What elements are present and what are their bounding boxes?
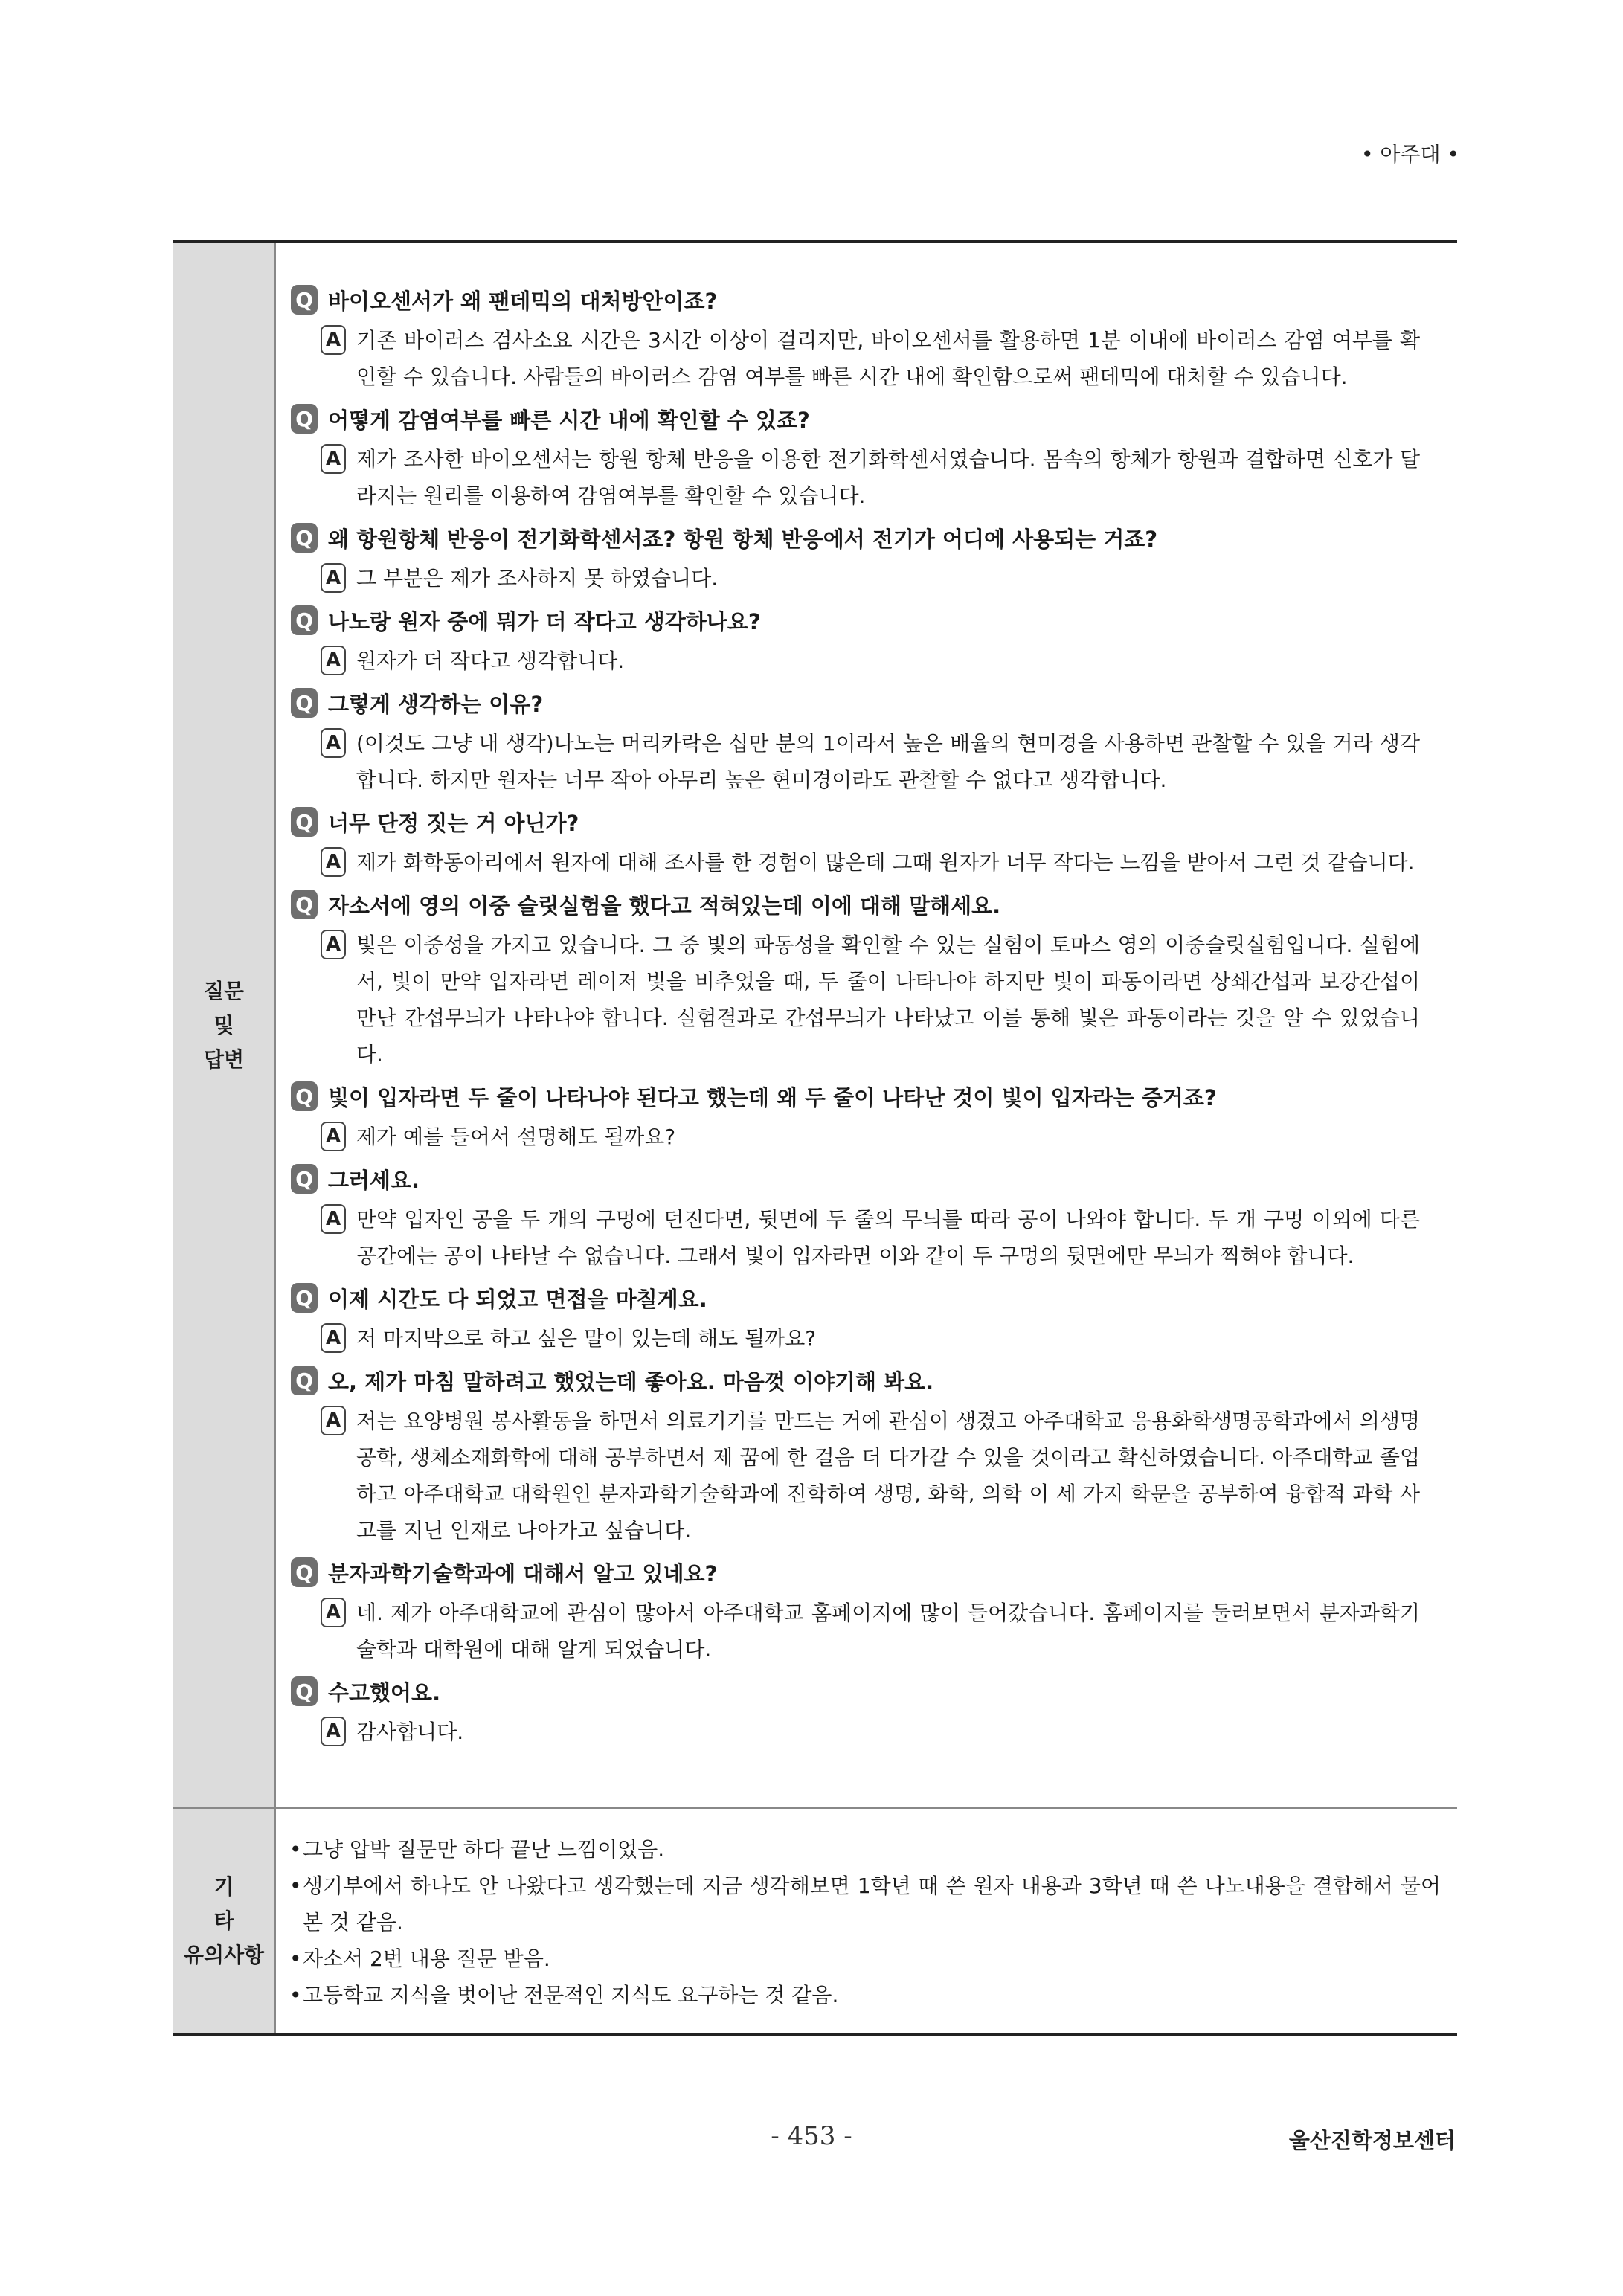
question-text: 수고했어요. [328,1679,441,1705]
answer-text: 저는 요양병원 봉사활동을 하면서 의료기기를 만드는 거에 관심이 생겼고 아주대학교 응용화학생명공학과에서 의생명공학, 생체소재화학에 대해 공부하면서 제 꿈에 한 걸음 더 다가갈 수 있을 것이라고 확신하였습니다. 아주대학교 졸업하고 아주대학교 대학원인 분자과학기술학과에 진학하여 생명, 화학, 의학 이 세 가지 학문을 공부하여 융합적 과학 사고를 지닌 인재로 나아가고 싶습니다. [356,1409,1420,1543]
answer-line [291,1403,1457,1549]
question-badge-icon: Q [291,1557,318,1587]
question-line [291,1553,1457,1592]
question-badge-icon: Q [291,890,318,919]
note-text: 생기부에서 하나도 안 나왔다고 생각했는데 지금 생각해보면 1학년 때 쓴 원자 내용과 3학년 때 쓴 나노내용을 결합해서 물어본 것 같음. [303,1874,1441,1935]
qa-item [291,518,1457,596]
note-item [289,1977,1457,2013]
qa-label-line: 답변 [203,1046,245,1072]
qa-item [291,684,1457,798]
qa-content [276,243,1457,1807]
qa-label-cell [173,243,276,1807]
qa-item [291,803,1457,881]
question-badge-icon: Q [291,1366,318,1395]
question-line [291,518,1457,557]
question-badge-icon: Q [291,807,318,837]
question-line [291,1160,1457,1198]
etc-label-line: 유의사항 [183,1943,265,1967]
bullet-icon: • [289,1983,302,2007]
answer-line [291,643,1457,679]
qa-item [291,1672,1457,1750]
question-badge-icon: Q [291,1283,318,1313]
answer-text: 제가 예를 들어서 설명해도 될까요? [356,1125,676,1149]
answer-text: 감사합니다. [356,1720,464,1744]
question-line [291,684,1457,722]
answer-badge-icon: A [321,1122,346,1151]
question-line [291,803,1457,841]
answer-line [291,927,1457,1073]
question-text: 자소서에 영의 이중 슬릿실험을 했다고 적혀있는데 이에 대해 말해세요. [328,893,1001,919]
qa-item [291,1553,1457,1668]
answer-text: 네. 제가 아주대학교에 관심이 많아서 아주대학교 홈페이지에 많이 들어갔습니다. 홈페이지를 둘러보면서 분자과학기술학과 대학원에 대해 알게 되었습니다. [356,1601,1420,1662]
answer-badge-icon: A [321,1406,346,1435]
answer-badge-icon: A [321,444,346,474]
answer-badge-icon: A [321,847,346,877]
question-line [291,885,1457,924]
qa-item [291,1361,1457,1549]
answer-text: 기존 바이러스 검사소요 시간은 3시간 이상이 걸리지만, 바이오센서를 활용하면 1분 이내에 바이러스 감염 여부를 확인할 수 있습니다. 사람들의 바이러스 감염 여부를 빠른 시간 내에 확인함으로써 팬데믹에 대처할 수 있습니다. [356,328,1420,389]
answer-text: 제가 화학동아리에서 원자에 대해 조사를 한 경험이 많은데 그때 원자가 너무 작다는 느낌을 받아서 그런 것 같습니다. [356,850,1415,875]
answer-line [291,1320,1457,1357]
header-school-tag: • 아주대 • [1361,142,1459,167]
qa-row [173,243,1457,1809]
qa-item [291,1077,1457,1155]
question-badge-icon: Q [291,404,318,434]
question-text: 바이오센서가 왜 팬데믹의 대처방안이죠? [328,288,718,314]
etc-label-cell [173,1809,276,2033]
question-line [291,399,1457,438]
question-text: 어떻게 감염여부를 빠른 시간 내에 확인할 수 있죠? [328,407,810,433]
answer-badge-icon: A [321,646,346,675]
note-text: 자소서 2번 내용 질문 받음. [303,1946,550,1971]
qa-item [291,280,1457,395]
etc-content [276,1809,1457,2033]
answer-text: 그 부분은 제가 조사하지 못 하였습니다. [356,566,719,591]
bullet-icon: • [289,1946,302,1971]
answer-badge-icon: A [321,1717,346,1746]
question-text: 이제 시간도 다 되었고 면접을 마칠게요. [328,1286,707,1312]
answer-badge-icon: A [321,1598,346,1627]
answer-line [291,1714,1457,1750]
qa-label-line: 질문 [203,978,245,1003]
answer-text: 만약 입자인 공을 두 개의 구멍에 던진다면, 뒷면에 두 줄의 무늬를 따라 공이 나와야 합니다. 두 개 구멍 이외에 다른 공간에는 공이 나타날 수 없습니다. 그래서 빛이 입자라면 이와 같이 두 구멍의 뒷면에만 무늬가 찍혀야 합니다. [356,1207,1420,1268]
qa-list [291,280,1457,1750]
answer-line [291,322,1457,395]
qa-label-line: 및 [213,1012,234,1038]
question-badge-icon: Q [291,1081,318,1111]
etc-label-line: 기 타 [213,1874,260,1933]
question-badge-icon: Q [291,1676,318,1706]
answer-line [291,560,1457,596]
note-text: 고등학교 지식을 벗어난 전문적인 지식도 요구하는 것 같음. [303,1983,839,2007]
interview-table [173,240,1457,2036]
question-badge-icon: Q [291,605,318,635]
answer-line [291,725,1457,798]
question-line [291,1672,1457,1711]
answer-text: 저 마지막으로 하고 싶은 말이 있는데 해도 될까요? [356,1326,817,1351]
question-badge-icon: Q [291,523,318,553]
question-text: 오, 제가 마침 말하려고 했었는데 좋아요. 마음껏 이야기해 봐요. [328,1369,934,1395]
note-text: 그냥 압박 질문만 하다 끝난 느낌이었음. [303,1837,665,1862]
answer-text: 제가 조사한 바이오센서는 항원 항체 반응을 이용한 전기화학센서였습니다. 몸속의 항체가 항원과 결합하면 신호가 달라지는 원리를 이용하여 감염여부를 확인할 수 있습니다. [356,447,1420,508]
question-badge-icon: Q [291,688,318,718]
question-text: 그렇게 생각하는 이유? [328,691,544,717]
answer-badge-icon: A [321,1323,346,1353]
answer-line [291,1119,1457,1155]
note-item [289,1868,1457,1940]
question-badge-icon: Q [291,285,318,315]
question-text: 너무 단정 짓는 거 아닌가? [328,810,579,836]
answer-text: 빛은 이중성을 가지고 있습니다. 그 중 빛의 파동성을 확인할 수 있는 실험이 토마스 영의 이중슬릿실험입니다. 실험에서, 빛이 만약 입자라면 레이저 빛을 비추었을 때, 두 줄이 나타나야 하지만 빛이 파동이라면 상쇄간섭과 보강간섭이 만난 간섭무늬가 나타나야 합니다. 실험결과로 간섭무늬가 나타났고 이를 통해 빛은 파동이라는 것을 알 수 있었습니다. [356,933,1420,1067]
bullet-icon: • [289,1837,302,1862]
etc-row [173,1809,1457,2033]
answer-line [291,441,1457,514]
question-line [291,1279,1457,1317]
center-name: 울산진학정보센터 [1288,2128,1456,2153]
question-text: 빛이 입자라면 두 줄이 나타나야 된다고 했는데 왜 두 줄이 나타난 것이 빛이 입자라는 증거죠? [328,1084,1217,1110]
question-text: 나노랑 원자 중에 뭐가 더 작다고 생각하나요? [328,608,761,634]
page-number: - 453 - [771,2121,852,2151]
note-item [289,1940,1457,1977]
question-line [291,1077,1457,1116]
answer-line [291,844,1457,881]
answer-line [291,1201,1457,1274]
bullet-icon: • [289,1874,302,1898]
question-line [291,601,1457,640]
note-item [289,1831,1457,1868]
question-badge-icon: Q [291,1164,318,1194]
question-text: 그러세요. [328,1167,420,1193]
answer-badge-icon: A [321,563,346,593]
answer-badge-icon: A [321,728,346,758]
answer-text: 원자가 더 작다고 생각합니다. [356,649,625,673]
answer-badge-icon: A [321,930,346,959]
qa-item [291,601,1457,679]
answer-badge-icon: A [321,325,346,355]
qa-item [291,1279,1457,1357]
answer-line [291,1595,1457,1668]
question-text: 왜 항원항체 반응이 전기화학센서죠? 항원 항체 반응에서 전기가 어디에 사용되는 거죠? [328,526,1158,552]
qa-item [291,885,1457,1073]
question-text: 분자과학기술학과에 대해서 알고 있네요? [328,1560,718,1586]
qa-item [291,399,1457,514]
question-line [291,280,1457,319]
qa-item [291,1160,1457,1274]
question-line [291,1361,1457,1400]
answer-text: (이것도 그냥 내 생각)나노는 머리카락은 십만 분의 1이라서 높은 배율의 현미경을 사용하면 관찰할 수 있을 거라 생각합니다. 하지만 원자는 너무 작아 아무리 높은 현미경이라도 관찰할 수 없다고 생각합니다. [356,731,1420,792]
etc-list [289,1809,1457,2013]
answer-badge-icon: A [321,1204,346,1234]
